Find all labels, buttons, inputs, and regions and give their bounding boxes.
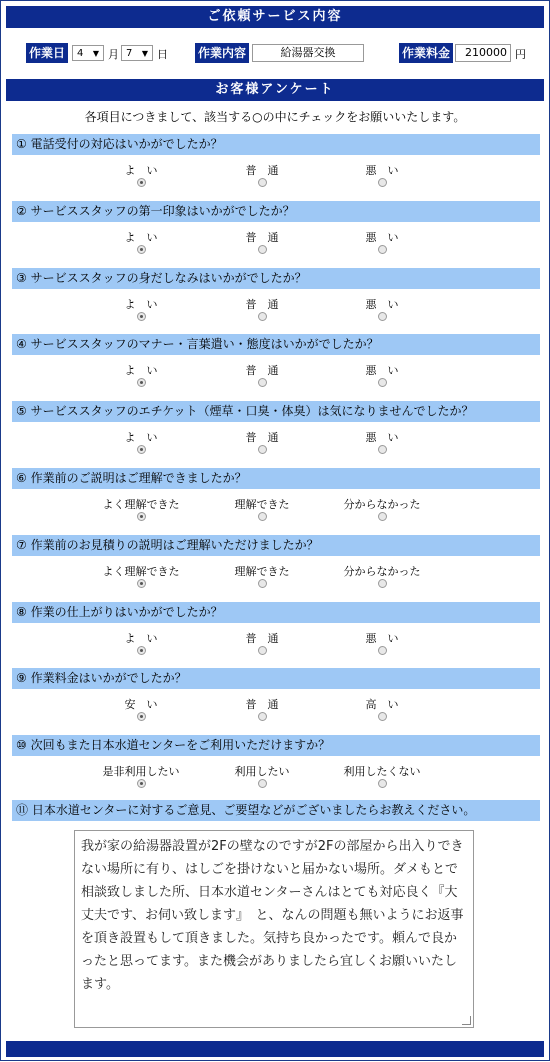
radio-button[interactable] (258, 445, 267, 454)
month-unit: 月 (108, 48, 119, 61)
option-label: 普 通 (245, 231, 279, 244)
radio-button[interactable] (378, 512, 387, 521)
option-label: 悪 い (365, 231, 399, 244)
work-date-label: 作業日 (26, 43, 68, 63)
resize-handle-icon[interactable] (462, 1016, 471, 1025)
option-label: よ い (124, 364, 158, 377)
question-10: ⑩ 次回もまた日本水道センターをご利用いただけますか？ (12, 735, 540, 756)
radio-button[interactable] (378, 378, 387, 387)
question-5: ⑤ サービススタッフのエチケット（煙草・口臭・体臭）は気になりませんでしたか？ (12, 401, 540, 422)
radio-button[interactable] (137, 512, 146, 521)
day-value: 7 (126, 48, 133, 59)
radio-button[interactable] (137, 779, 146, 788)
option-label: 悪 い (365, 298, 399, 311)
question-2: ② サービススタッフの第一印象はいかがでしたか？ (12, 201, 540, 222)
radio-button[interactable] (137, 646, 146, 655)
radio-button[interactable] (378, 779, 387, 788)
radio-button[interactable] (258, 646, 267, 655)
survey-instructions: 各項目につきまして、該当する○の中にチェックをお願いいたします。 (84, 110, 466, 124)
option-label: 普 通 (245, 431, 279, 444)
option-label: 悪 い (365, 364, 399, 377)
radio-button[interactable] (137, 245, 146, 254)
radio-button[interactable] (258, 178, 267, 187)
radio-button[interactable] (258, 312, 267, 321)
radio-button[interactable] (137, 445, 146, 454)
footer-bar (6, 1041, 544, 1057)
question-1: ① 電話受付の対応はいかがでしたか？ (12, 134, 540, 155)
option-label: よ い (124, 431, 158, 444)
radio-button[interactable] (258, 712, 267, 721)
option-label: よ い (124, 164, 158, 177)
option-label: 普 通 (245, 298, 279, 311)
question-11: ⑪ 日本水道センターに対するご意見、ご要望などがございましたらお教えください。 (12, 800, 540, 821)
radio-button[interactable] (378, 178, 387, 187)
radio-button[interactable] (378, 245, 387, 254)
radio-button[interactable] (137, 579, 146, 588)
option-label: 分からなかった (343, 565, 421, 578)
option-label: 普 通 (245, 364, 279, 377)
radio-button[interactable] (258, 779, 267, 788)
question-3: ③ サービススタッフの身だしなみはいかがでしたか？ (12, 268, 540, 289)
option-label: 高 い (365, 698, 399, 711)
work-content-label: 作業内容 (195, 43, 249, 63)
radio-button[interactable] (378, 712, 387, 721)
radio-button[interactable] (258, 378, 267, 387)
radio-button[interactable] (378, 579, 387, 588)
option-label: 普 通 (245, 164, 279, 177)
service-section-header: ご依頼サービス内容 (6, 6, 544, 28)
chevron-down-icon: ▼ (92, 49, 99, 58)
option-label: 悪 い (365, 632, 399, 645)
option-label: よく理解できた (102, 565, 180, 578)
option-label: 是非利用したい (102, 765, 180, 778)
month-value: 4 (77, 48, 84, 59)
option-label: よ い (124, 298, 158, 311)
question-6: ⑥ 作業前のご説明はご理解できましたか？ (12, 468, 540, 489)
day-select[interactable] (121, 45, 153, 61)
comment-text: 我が家の給湯器設置が2Fの壁なのですが2Fの部屋から出入りできない場所に有り、はしごを掛けないと届かない場所。ダメもとで相談致しました所、日本水道センターさんはとても対応良く『大丈夫です、お伺い致します』 と、なんの問題も無いようにお返事を頂き設置もして頂きました。気持ち良かったです。頼んで良かったと思ってます。また機会がありましたら宜しくお願いいたします。 (81, 839, 464, 992)
radio-button[interactable] (137, 378, 146, 387)
radio-button[interactable] (258, 579, 267, 588)
comment-textarea[interactable] (74, 830, 474, 1028)
option-label: 理解できた (234, 565, 290, 578)
radio-button[interactable] (378, 646, 387, 655)
option-label: 悪 い (365, 431, 399, 444)
option-label: よ い (124, 632, 158, 645)
question-9: ⑨ 作業料金はいかがでしたか？ (12, 668, 540, 689)
option-label: 普 通 (245, 632, 279, 645)
radio-button[interactable] (378, 445, 387, 454)
option-label: 悪 い (365, 164, 399, 177)
option-label: 利用したい (234, 765, 290, 778)
radio-button[interactable] (258, 245, 267, 254)
radio-button[interactable] (378, 312, 387, 321)
work-fee-field[interactable]: 210000 (455, 44, 511, 62)
work-content-field[interactable]: 給湯器交換 (252, 44, 364, 62)
option-label: 分からなかった (343, 498, 421, 511)
survey-section-header: お客様アンケート (6, 79, 544, 101)
question-8: ⑧ 作業の仕上がりはいかがでしたか？ (12, 602, 540, 623)
option-label: 利用したくない (343, 765, 421, 778)
month-select[interactable] (72, 45, 104, 61)
option-label: 普 通 (245, 698, 279, 711)
radio-button[interactable] (137, 312, 146, 321)
radio-button[interactable] (137, 178, 146, 187)
option-label: よ い (124, 231, 158, 244)
chevron-down-icon: ▼ (141, 49, 148, 58)
option-label: 理解できた (234, 498, 290, 511)
radio-button[interactable] (258, 512, 267, 521)
option-label: 安 い (124, 698, 158, 711)
question-4: ④ サービススタッフのマナー・言葉遣い・態度はいかがでしたか？ (12, 334, 540, 355)
service-info-row (0, 42, 550, 66)
radio-button[interactable] (137, 712, 146, 721)
day-unit: 日 (157, 48, 168, 61)
question-7: ⑦ 作業前のお見積りの説明はご理解いただけましたか？ (12, 535, 540, 556)
option-label: よく理解できた (102, 498, 180, 511)
work-fee-label: 作業料金 (399, 43, 453, 63)
fee-unit: 円 (515, 48, 526, 61)
